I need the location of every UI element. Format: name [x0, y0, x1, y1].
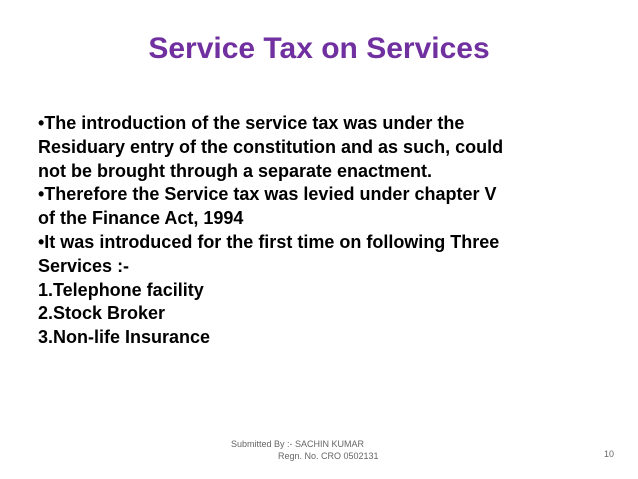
slide-body: [38, 112, 628, 350]
list-item-telephone: 1.Telephone facility: [38, 279, 204, 300]
body-line: not be brought through a separate enactment.: [38, 160, 433, 181]
page-number: 10: [603, 449, 614, 459]
body-line: Residuary entry of the constitution and as such, could: [38, 136, 504, 157]
body-line: Services :-: [38, 255, 130, 276]
body-line: •It was introduced for the first time on following Three: [38, 231, 500, 252]
footer-regn-number: Regn. No. CRO 0502131: [278, 451, 379, 461]
slide-title: Service Tax on Services: [148, 32, 490, 65]
list-item-stock-broker: 2.Stock Broker: [38, 303, 166, 324]
body-line: •Therefore the Service tax was levied under chapter V: [38, 184, 497, 205]
body-line: •The introduction of the service tax was under the: [38, 113, 465, 133]
body-line: of the Finance Act, 1994: [38, 208, 244, 229]
footer-submitter: [210, 438, 410, 462]
list-item-non-life-insurance: 3.Non-life Insurance: [38, 327, 211, 348]
footer-submitted-by: Submitted By :- SACHIN KUMAR: [231, 439, 365, 449]
